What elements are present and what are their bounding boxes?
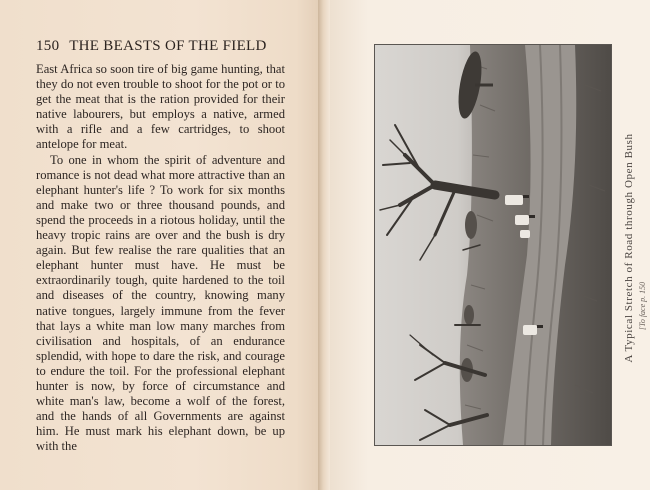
running-header	[36, 38, 316, 55]
facing-page-note: [To face p. 150	[638, 281, 647, 330]
page-number: 150	[36, 38, 60, 54]
plate-caption-text: A Typical Stretch of Road through Open Bush	[623, 133, 635, 363]
paragraph-1: East Africa so soon tire of big game hunting, that they do not even trouble to shoot for the pot or to get the meat that is the ration provided for their native labourers, but employs a native, armed with a rifle and a few cartridges, to shoot antelope for meat.	[36, 62, 285, 152]
left-page	[0, 0, 322, 490]
paragraph-2: To one in whom the spirit of adventure and romance is not dead what more attractive than an elephant hunter's life ? To work for six months and make two or three thousand pounds, and spend the proceeds in a riotous holiday, until the heavy tropic rains are over and the bush is dry again. But few realise the rare qualities that an elephant hunter must have. He must be extraordinarily tough, quite hardened to the toil and diseases of the country, knowing many native tongues, largely immune from the fever that lays a white man low many marches from civilisation and hospitals, of an endurance splendid, with hope to dare the risk, and courage to endure the toil. For the professional elephant hunter is now, by force of circumstance and white man's law, become a wolf of the forest, and the hands of all Governments are against him. He must mark his elephant down, be up with the	[36, 152, 285, 454]
plate-caption	[623, 48, 639, 448]
photo-plate	[374, 44, 612, 446]
road-through-bush-photo	[375, 45, 611, 445]
page-body-text	[36, 62, 285, 454]
right-page	[330, 0, 650, 490]
running-head-title: THE BEASTS OF THE FIELD	[69, 38, 267, 54]
